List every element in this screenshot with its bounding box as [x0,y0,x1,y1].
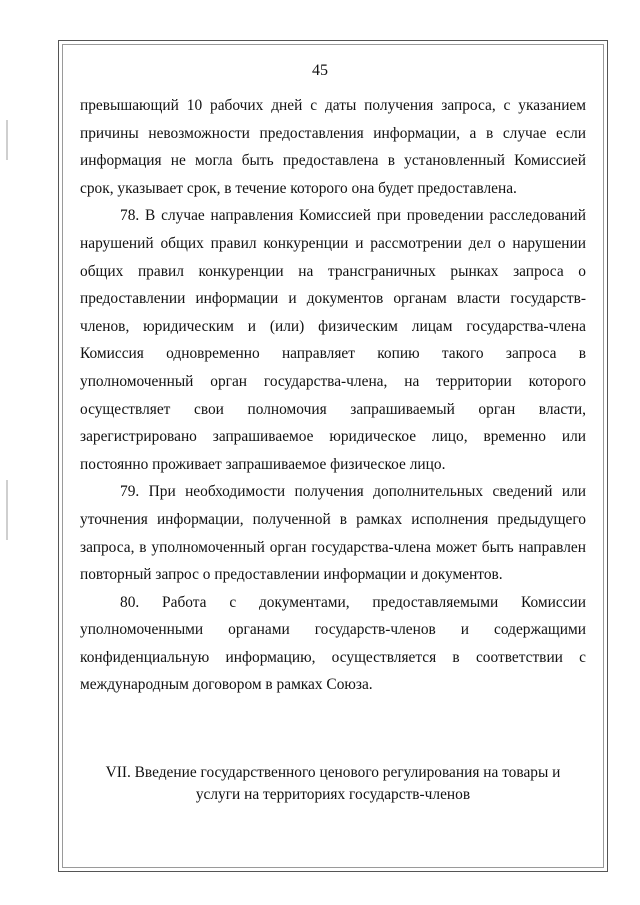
scan-edge-mark [6,120,8,160]
paragraph-79: 79. При необходимости получения дополнительных сведений или уточнения информации, полученной в рамках исполнения предыдущего запроса, в уполномоченный орган государства-члена может быть направлен повторный запрос о предоставлении информации и документов. [80,483,586,584]
page-number: 45 [312,62,328,79]
paragraph-78: 78. В случае направления Комиссией при проведении расследований нарушений общих правил конкуренции и рассмотрении дел о нарушении общих правил конкуренции на трансграничных рынках запроса о предоставлении информации и документов органам власти государств-членов, юридическим и (или) физическим лицам государства-члена Комиссия одновременно направляет копию такого запроса в уполномоченный орган государства-члена, на территории которого осуществляет свои полномочия запрашиваемый орган власти, зарегистрировано запрашиваемое юридическое лицо, временно или постоянно проживает запрашиваемое физическое лицо. [80,207,586,473]
section-heading-line-2: услуги на территориях государств-членов [195,786,471,803]
paragraph-80: 80. Работа с документами, предоставляемыми Комиссии уполномоченными органами государств-членов и содержащими конфиденциальную информацию, осуществляется в соответствии с международным договором в рамках Союза. [80,593,586,694]
section-heading [80,762,586,806]
scan-edge-mark [6,480,8,540]
paragraph-continuation: превышающий 10 рабочих дней с даты получения запроса, с указанием причины невозможности предоставления информации, а в случае если информация не могла быть предоставлена в установленный Комиссией срок, указывает срок, в течение которого она будет предоставлена. [80,97,586,197]
document-body [80,92,586,699]
section-heading-line-1: VII. Введение государственного ценового регулирования на товары и [105,764,561,781]
